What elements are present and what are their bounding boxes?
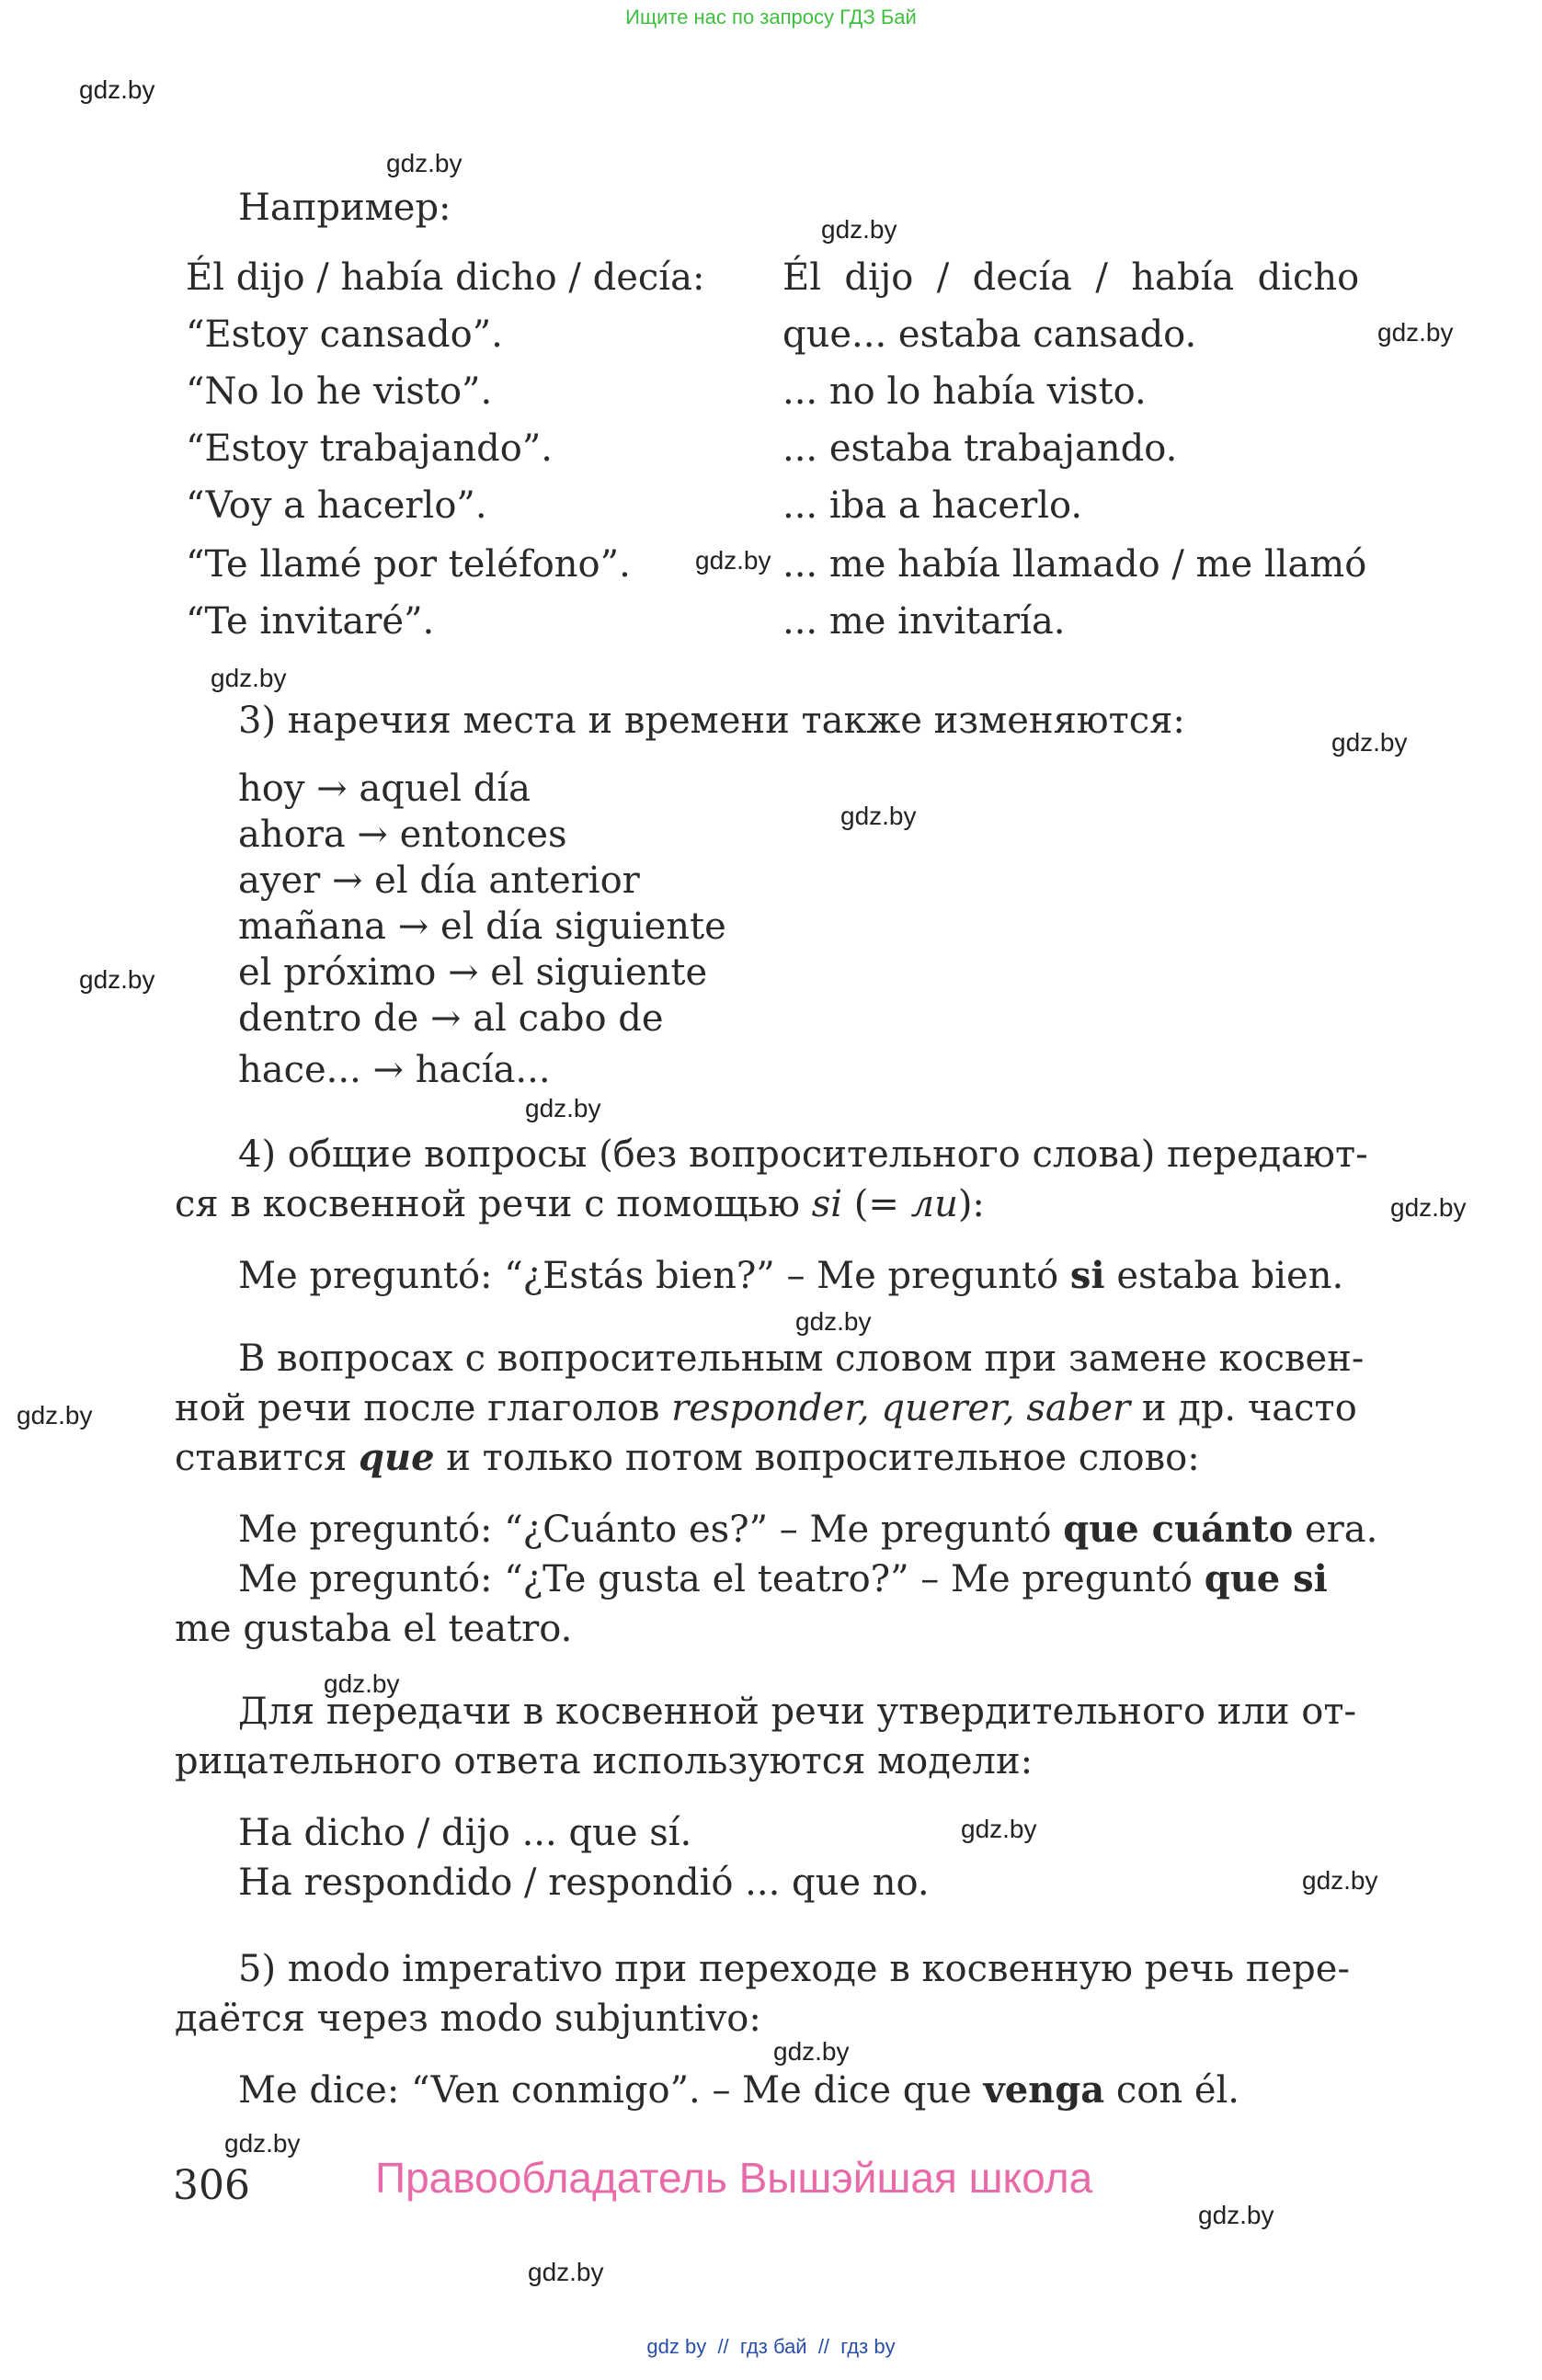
section5-line: 5) modo imperativo при переходе в косвенную речь пере- [238,1948,1350,1990]
example-sentence: me gustaba el teatro. [175,1608,573,1650]
adverb-item: hoy → aquel día [238,768,531,810]
example-left-line: “Voy a hacerlo”. [186,484,487,527]
watermark: gdz.by [525,1094,601,1122]
watermark: gdz.by [773,2037,850,2066]
footer-links: gdz by // гдз бай // гдз by [646,2335,896,2358]
example-right-line: ... iba a hacerlo. [782,484,1083,527]
watermark: gdz.by [324,1669,400,1698]
example-right-line: Él dijo / decía / había dicho [782,256,1360,299]
model-sentence: Ha dicho / dijo ... que sí. [238,1812,692,1854]
example-left-line: Él dijo / había dicho / decía: [186,256,705,299]
adverb-item: ayer → el día anterior [238,860,640,902]
watermark: gdz.by [1390,1193,1467,1222]
section5-line: даётся через modo subjuntivo: [175,1998,761,2040]
section4-line: 4) общие вопросы (без вопросительного слова) передают- [238,1133,1368,1176]
page-number: 306 [173,2162,250,2209]
example-left-line: “Te llamé por teléfono”. [186,543,631,586]
example-left-line: “Estoy trabajando”. [186,427,554,470]
watermark: gdz.by [1302,1866,1378,1895]
paragraph-line: ной речи после глаголов responder, querer, saber и др. часто [175,1387,1357,1429]
watermark: gdz.by [1198,2201,1274,2229]
model-sentence: Ha respondido / respondió ... que no. [238,1862,930,1904]
copyright-holder: Правообладатель Вышэйшая школа [375,2154,1093,2202]
watermark: gdz.by [17,1401,93,1429]
paragraph-line: В вопросах с вопросительным словом при замене косвен- [238,1338,1365,1380]
adverb-item: el próximo → el siguiente [238,951,708,994]
watermark: gdz.by [79,965,155,994]
example-left-line: “Estoy cansado”. [186,313,503,356]
paragraph-line: Для передачи в косвенной речи утвердительного или от- [238,1691,1356,1733]
example-sentence: Me preguntó: “¿Cuánto es?” – Me preguntó que cuánto era. [238,1508,1378,1551]
example-sentence: Me dice: “Ven conmigo”. – Me dice que venga con él. [238,2068,1239,2112]
watermark: gdz.by [224,2129,301,2158]
paragraph-line: ставится que и только потом вопросительное слово: [175,1436,1200,1479]
example-left-line: “Te invitaré”. [186,600,435,643]
watermark: gdz.by [211,664,287,692]
watermark: gdz.by [386,149,463,177]
watermark: gdz.by [79,75,155,104]
watermark: gdz.by [1331,728,1408,757]
watermark: gdz.by [961,1815,1037,1843]
example-label: Например: [238,187,451,229]
watermark: gdz.by [695,546,771,575]
section3-heading: 3) наречия места и времени также изменяются: [238,700,1185,742]
example-left-line: “No lo he visto”. [186,370,493,413]
example-right-line: ... estaba trabajando. [782,427,1178,470]
adverb-item: dentro de → al cabo de [238,997,664,1040]
example-sentence: Me preguntó: “¿Estás bien?” – Me preguntó si estaba bien. [238,1254,1344,1297]
watermark: gdz.by [795,1307,872,1336]
example-right-line: ... no lo había visto. [782,370,1147,413]
watermark: gdz.by [1377,318,1454,347]
adverb-item: hace... → hacía... [238,1049,551,1091]
example-right-line: ... me había llamado / me llamó [782,543,1367,586]
section4-line: ся в косвенной речи с помощью si (= ли): [175,1183,985,1225]
adverb-item: mañana → el día siguiente [238,905,726,948]
adverb-item: ahora → entonces [238,814,567,856]
top-banner: Ищите нас по запросу ГДЗ Бай [625,6,917,28]
watermark: gdz.by [528,2258,604,2286]
watermark: gdz.by [840,802,917,830]
example-right-line: ... me invitaría. [782,600,1066,643]
paragraph-line: рицательного ответа используются модели: [175,1740,1034,1782]
example-right-line: que... estaba cansado. [782,313,1197,356]
watermark: gdz.by [821,215,897,244]
example-sentence: Me preguntó: “¿Te gusta el teatro?” – Me preguntó que si [238,1557,1328,1600]
